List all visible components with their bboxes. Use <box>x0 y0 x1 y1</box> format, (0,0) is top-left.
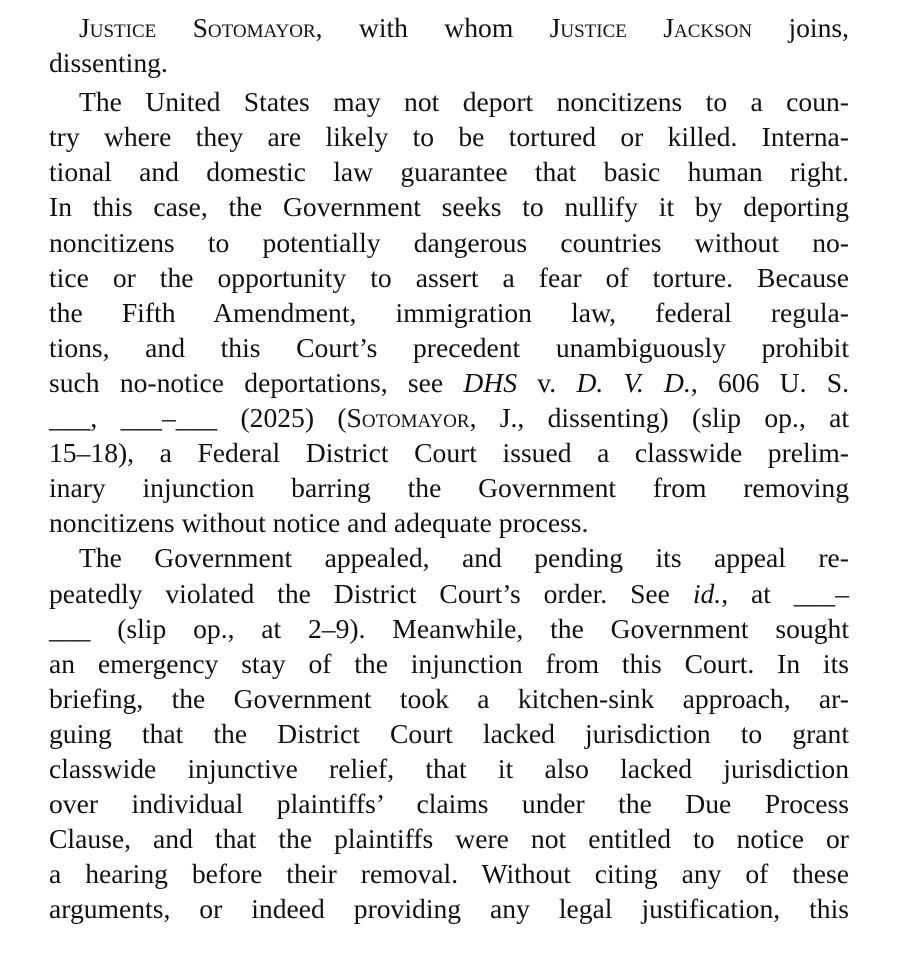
p1-line: try where they are likely to be tortured or killed. Interna- <box>49 121 849 153</box>
opinion-page <box>49 10 849 954</box>
p1-line: The United States may not deport noncitizens to a coun- <box>79 86 849 118</box>
paragraph-1 <box>49 84 849 540</box>
p1-line: the Fifth Amendment, immigration law, federal regula- <box>49 296 849 328</box>
p2-line: guing that the District Court lacked jurisdiction to grant <box>49 717 849 749</box>
p2-line: peatedly violated the District Court’s order. See id., at ___– <box>49 577 850 609</box>
heading-line-2: dissenting. <box>49 47 168 79</box>
p2-line: over individual plaintiffs’ claims under the Due Process <box>49 788 849 820</box>
p2-line: ___ (slip op., at 2–9). Meanwhile, the Government sought <box>49 612 849 644</box>
case-name-dvd: D. V. D. <box>576 366 691 398</box>
p1-line: ___, ___–___ (2025) (Sotomayor, J., dissenting) (slip op., at <box>49 402 849 434</box>
p2-line: arguments, or indeed providing any legal justification, this <box>49 893 849 925</box>
justice-sotomayor: Justice Sotomayor <box>79 12 316 43</box>
p1-line: tional and domestic law guarantee that basic human right. <box>49 156 849 188</box>
p2-line: briefing, the Government took a kitchen-sink approach, ar- <box>49 682 849 714</box>
paragraph-2 <box>49 540 849 926</box>
p1-line: noncitizens without notice and adequate process. <box>49 507 589 539</box>
p2-line: classwide injunctive relief, that it also lacked jurisdiction <box>49 752 849 784</box>
justice-jackson: Justice Jackson <box>549 12 753 43</box>
p2-line: an emergency stay of the injunction from this Court. In its <box>49 647 849 679</box>
p1-line: In this case, the Government seeks to nullify it by deporting <box>49 191 849 223</box>
p2-line: The Government appealed, and pending its appeal re- <box>79 542 849 574</box>
p1-line: noncitizens to potentially dangerous countries without no- <box>49 226 849 258</box>
p2-line: Clause, and that the plaintiffs were not entitled to notice or <box>49 823 849 855</box>
p1-line: tions, and this Court’s precedent unambiguously prohibit <box>49 331 849 363</box>
heading-line-1: Justice Sotomayor, with whom Justice Jackson joins, <box>79 12 850 43</box>
case-name-dhs: DHS <box>463 366 518 398</box>
id-citation: id. <box>692 577 722 609</box>
p1-line: tice or the opportunity to assert a fear of torture. Because <box>49 261 849 293</box>
p1-line: 15–18), a Federal District Court issued a classwide prelim- <box>49 437 849 469</box>
p1-line: such no-notice deportations, see DHS v. D. V. D., 606 U. S. <box>49 366 849 398</box>
p2-line: a hearing before their removal. Without citing any of these <box>49 858 849 890</box>
justice-sotomayor-cite: Sotomayor <box>346 402 470 434</box>
dissent-heading <box>49 10 849 80</box>
p1-line: inary injunction barring the Government from removing <box>49 472 849 504</box>
